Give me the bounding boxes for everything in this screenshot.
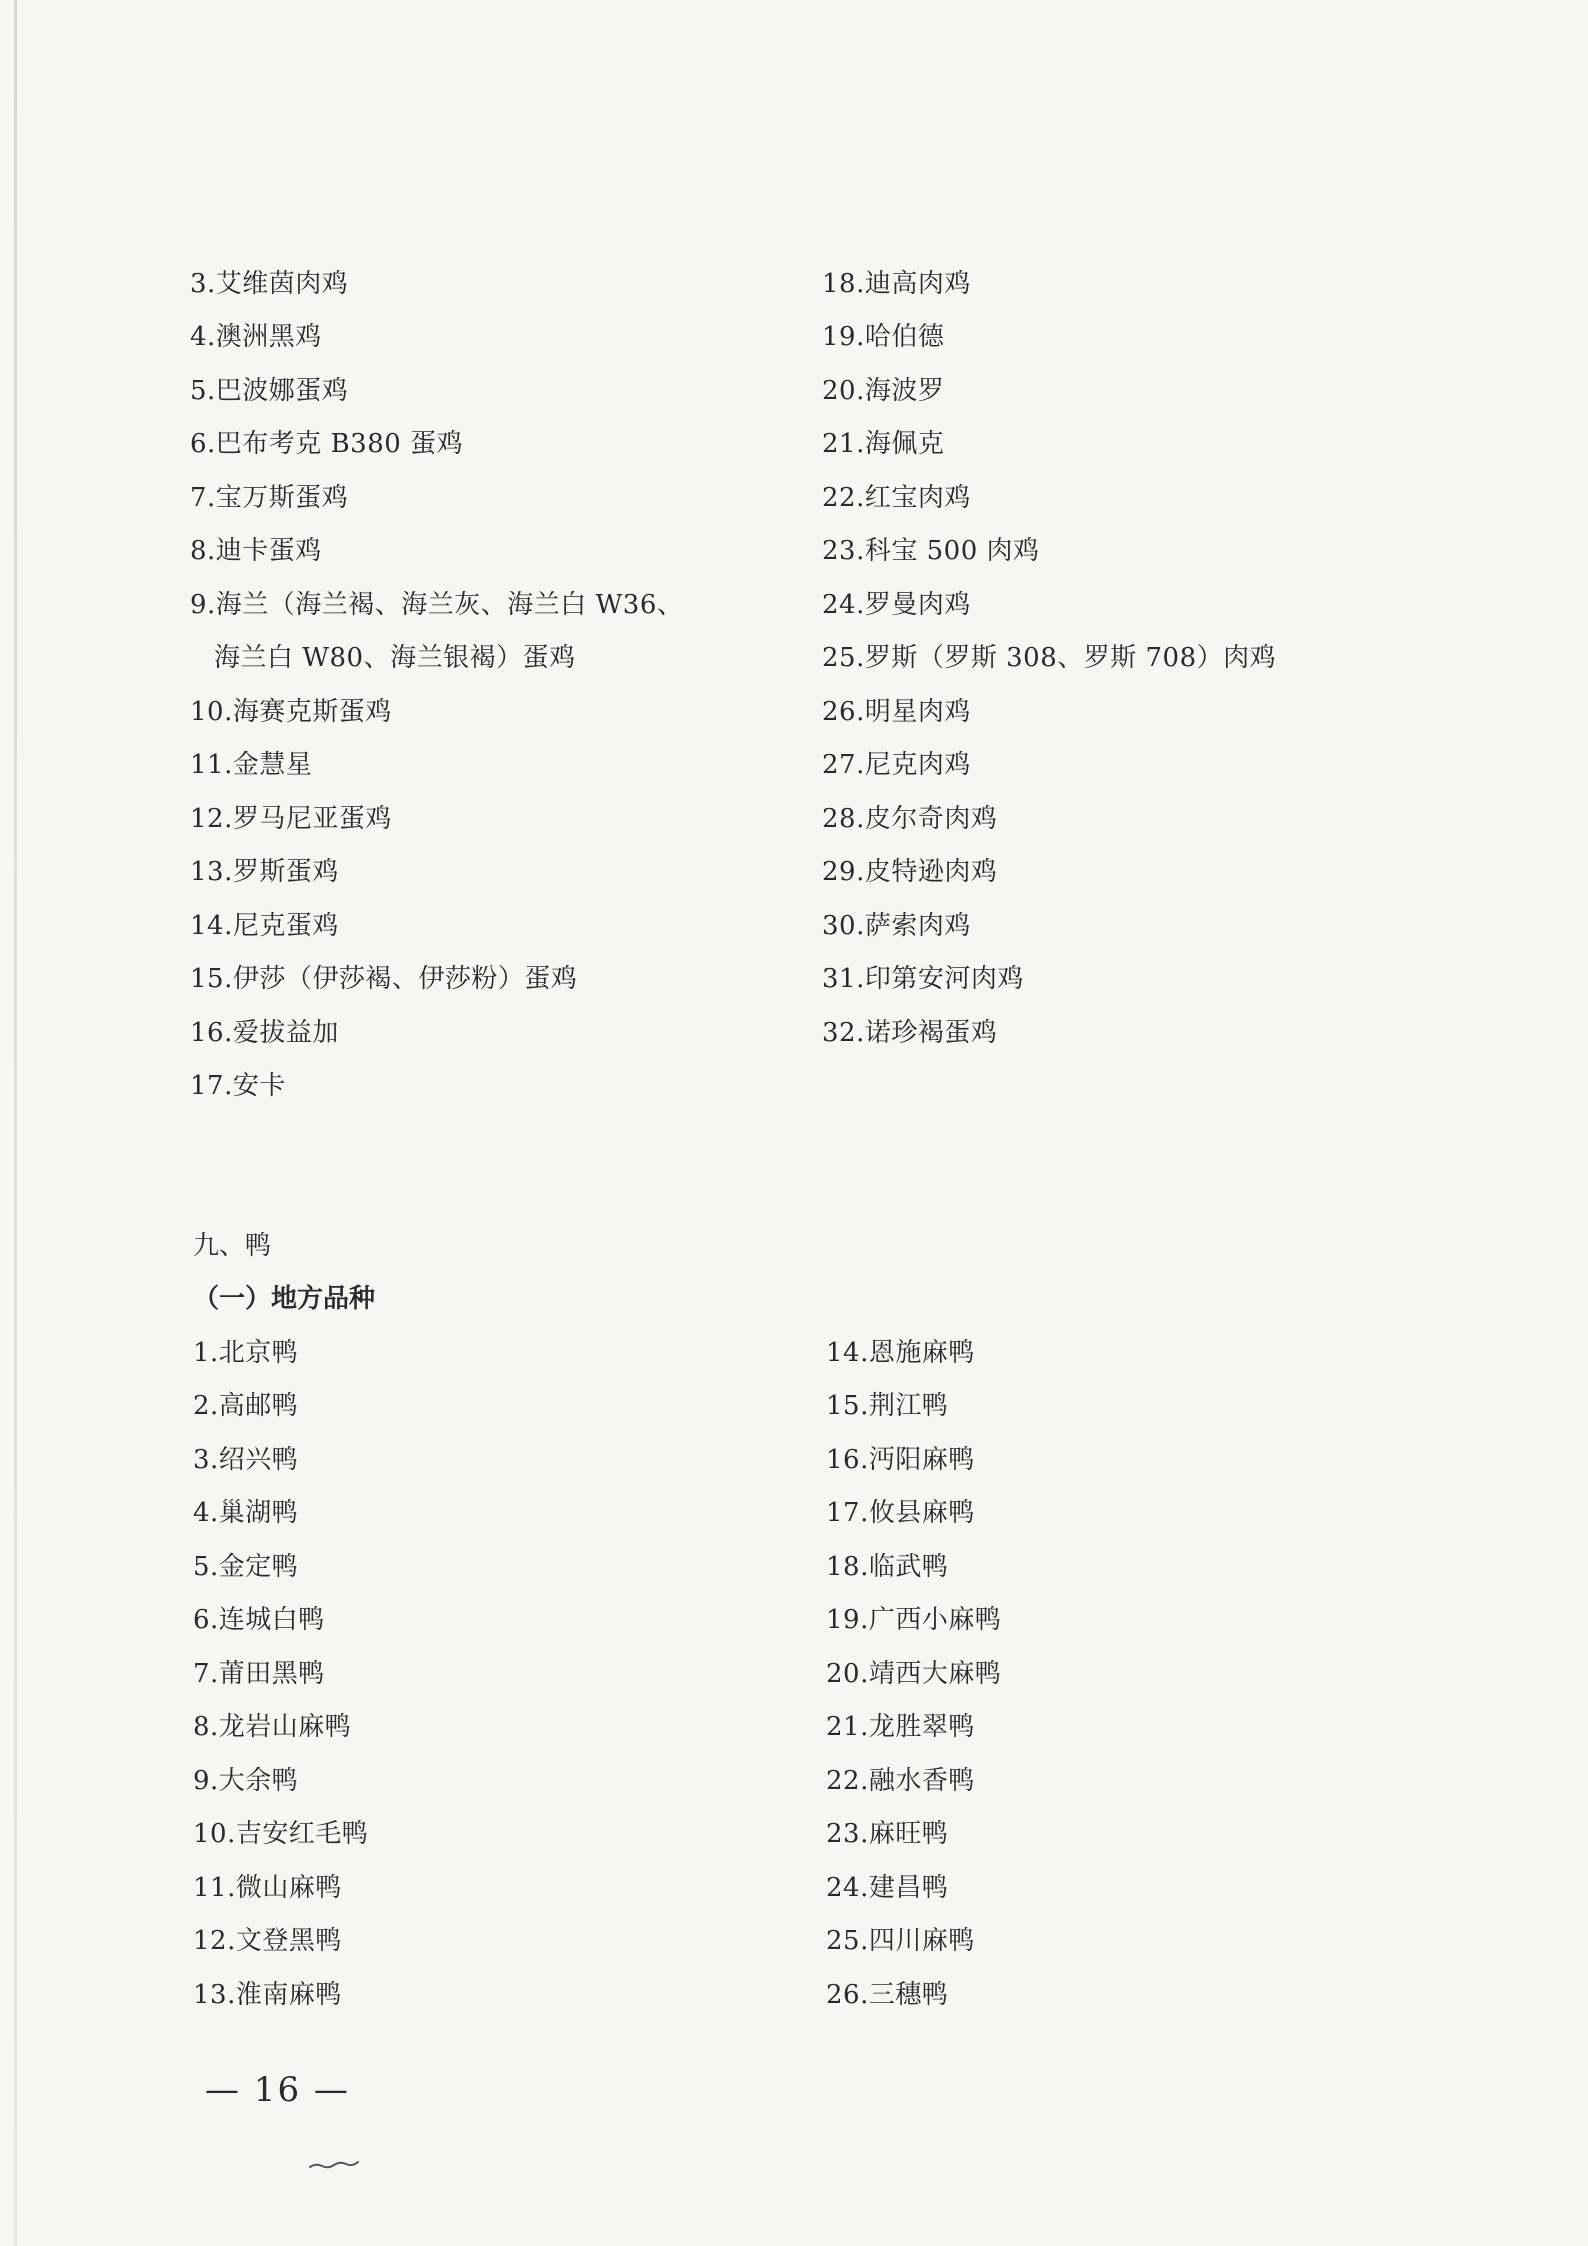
list-item: 12.罗马尼亚蛋鸡 <box>190 804 392 834</box>
list-item: 21.海佩克 <box>822 429 945 459</box>
list-item: 14.尼克蛋鸡 <box>190 911 339 941</box>
list-item: 22.红宝肉鸡 <box>822 483 971 513</box>
list-item: 17.安卡 <box>190 1071 286 1101</box>
list-item: 1.北京鸭 <box>193 1338 299 1368</box>
list-item: 10.吉安红毛鸭 <box>193 1819 369 1849</box>
list-item: 3.绍兴鸭 <box>193 1445 299 1475</box>
list-item: 25.四川麻鸭 <box>826 1926 975 1956</box>
list-item: 18.迪高肉鸡 <box>822 269 971 299</box>
page-number: — 16 — <box>205 2070 350 2110</box>
list-item: 15.伊莎（伊莎褐、伊莎粉）蛋鸡 <box>190 964 578 994</box>
list-item: 20.海波罗 <box>822 376 945 406</box>
list-item: 29.皮特逊肉鸡 <box>822 857 998 887</box>
list-item: 13.罗斯蛋鸡 <box>190 857 339 887</box>
list-item: 2.高邮鸭 <box>193 1391 299 1421</box>
list-item: 6.连城白鸭 <box>193 1605 325 1635</box>
list-item: 18.临武鸭 <box>826 1552 949 1582</box>
list-item: 11.微山麻鸭 <box>193 1873 342 1903</box>
list-item: 9.海兰（海兰褐、海兰灰、海兰白 W36、 <box>190 590 684 620</box>
list-item: 3.艾维茵肉鸡 <box>190 269 349 299</box>
list-item: 14.恩施麻鸭 <box>826 1338 975 1368</box>
list-item: 16.爱拔益加 <box>190 1018 339 1048</box>
list-item: 23.科宝 500 肉鸡 <box>822 536 1040 566</box>
list-item: 6.巴布考克 B380 蛋鸡 <box>190 429 464 459</box>
list-item: 4.澳洲黑鸡 <box>190 322 322 352</box>
list-item: 32.诺珍褐蛋鸡 <box>822 1018 998 1048</box>
ink-smudge <box>308 2160 360 2170</box>
list-item: 7.莆田黑鸭 <box>193 1659 325 1689</box>
list-item: 27.尼克肉鸡 <box>822 750 971 780</box>
list-item: 26.明星肉鸡 <box>822 697 971 727</box>
list-item: 10.海赛克斯蛋鸡 <box>190 697 392 727</box>
page-edge <box>14 0 17 2246</box>
list-item: 8.迪卡蛋鸡 <box>190 536 322 566</box>
list-item: 15.荆江鸭 <box>826 1391 949 1421</box>
list-item: 22.融水香鸭 <box>826 1766 975 1796</box>
list-item: 12.文登黑鸭 <box>193 1926 342 1956</box>
list-item: 26.三穗鸭 <box>826 1980 949 2010</box>
subsection-title: （一）地方品种 <box>193 1284 376 1314</box>
list-item: 8.龙岩山麻鸭 <box>193 1712 352 1742</box>
list-item: 5.巴波娜蛋鸡 <box>190 376 349 406</box>
list-item: 13.淮南麻鸭 <box>193 1980 342 2010</box>
list-item-continuation: 海兰白 W80、海兰银褐）蛋鸡 <box>214 643 576 673</box>
list-item: 24.建昌鸭 <box>826 1873 949 1903</box>
list-item: 30.萨索肉鸡 <box>822 911 971 941</box>
section-title: 九、鸭 <box>193 1231 272 1261</box>
list-item: 16.沔阳麻鸭 <box>826 1445 975 1475</box>
list-item: 21.龙胜翠鸭 <box>826 1712 975 1742</box>
list-item: 24.罗曼肉鸡 <box>822 590 971 620</box>
list-item: 20.靖西大麻鸭 <box>826 1659 1002 1689</box>
list-item: 11.金慧星 <box>190 750 313 780</box>
list-item: 19.广西小麻鸭 <box>826 1605 1002 1635</box>
list-item: 28.皮尔奇肉鸡 <box>822 804 998 834</box>
list-item: 7.宝万斯蛋鸡 <box>190 483 349 513</box>
list-item: 25.罗斯（罗斯 308、罗斯 708）肉鸡 <box>822 643 1277 673</box>
list-item: 4.巢湖鸭 <box>193 1498 299 1528</box>
list-item: 17.攸县麻鸭 <box>826 1498 975 1528</box>
list-item: 31.印第安河肉鸡 <box>822 964 1024 994</box>
list-item: 5.金定鸭 <box>193 1552 299 1582</box>
list-item: 19.哈伯德 <box>822 322 945 352</box>
list-item: 23.麻旺鸭 <box>826 1819 949 1849</box>
list-item: 9.大余鸭 <box>193 1766 299 1796</box>
